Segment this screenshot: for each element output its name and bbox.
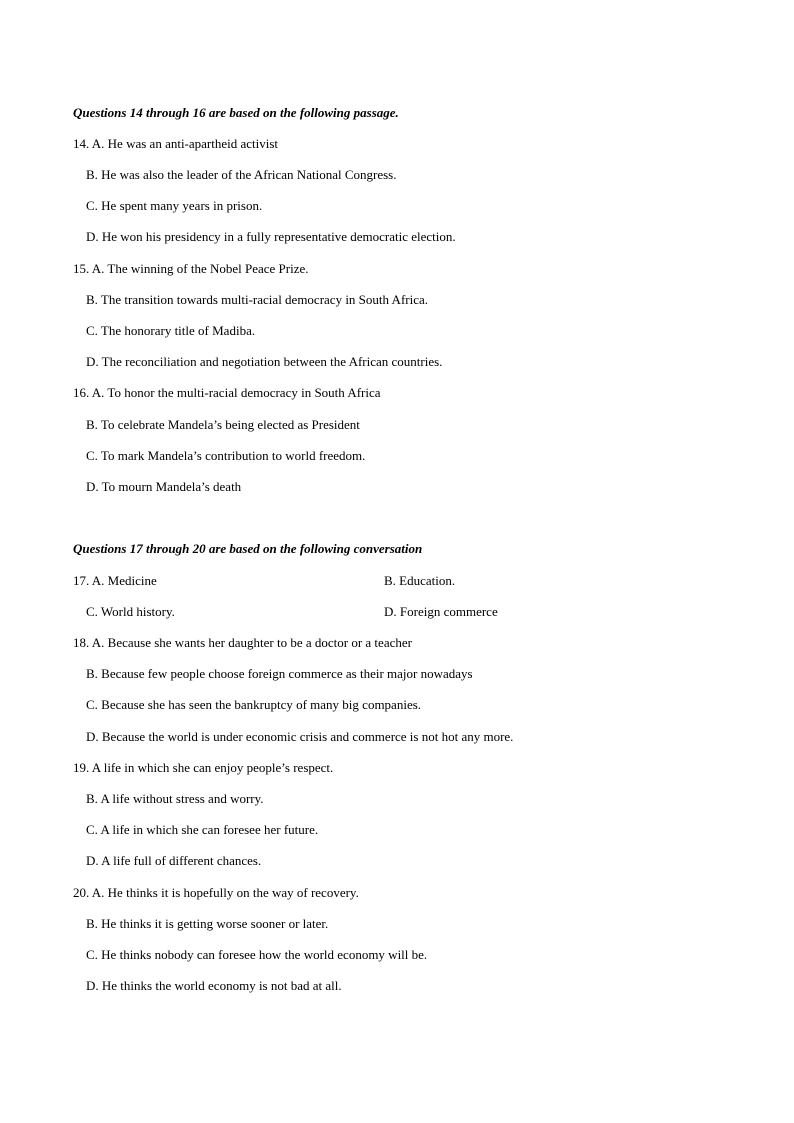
question-20-option-c: C. He thinks nobody can foresee how the world economy will be.: [86, 947, 428, 962]
question-14-option-c: C. He spent many years in prison.: [86, 198, 263, 213]
question-16-option-b: B. To celebrate Mandela’s being elected as President: [86, 417, 360, 432]
question-20-stem: 20. A. He thinks it is hopefully on the way of recovery.: [73, 885, 359, 900]
question-14-option-b: B. He was also the leader of the African National Congress.: [86, 167, 397, 182]
question-18-option-b: B. Because few people choose foreign commerce as their major nowadays: [86, 666, 473, 681]
question-18-stem: 18. A. Because she wants her daughter to be a doctor or a teacher: [73, 635, 412, 650]
question-17-option-d: D. Foreign commerce: [384, 604, 498, 619]
question-15-option-b: B. The transition towards multi-racial democracy in South Africa.: [86, 292, 429, 307]
question-15-option-d: D. The reconciliation and negotiation between the African countries.: [86, 354, 443, 369]
question-18-option-c: C. Because she has seen the bankruptcy of many big companies.: [86, 697, 422, 712]
question-19-option-d: D. A life full of different chances.: [86, 853, 262, 868]
question-15-stem: 15. A. The winning of the Nobel Peace Prize.: [73, 261, 309, 276]
question-16-stem: 16. A. To honor the multi-racial democracy in South Africa: [73, 385, 381, 400]
question-19-option-b: B. A life without stress and worry.: [86, 791, 264, 806]
question-16-option-c: C. To mark Mandela’s contribution to world freedom.: [86, 448, 366, 463]
question-16-option-d: D. To mourn Mandela’s death: [86, 479, 242, 494]
question-18-option-d: D. Because the world is under economic crisis and commerce is not hot any more.: [86, 729, 514, 744]
question-19-stem: 19. A life in which she can enjoy people’s respect.: [73, 760, 334, 775]
question-19-option-c: C. A life in which she can foresee her future.: [86, 822, 319, 837]
question-14-stem: 14. A. He was an anti-apartheid activist: [73, 136, 279, 151]
section-heading: Questions 17 through 20 are based on the following conversation: [73, 541, 423, 556]
question-17-option-b: B. Education.: [384, 573, 456, 588]
question-14-option-d: D. He won his presidency in a fully representative democratic election.: [86, 229, 456, 244]
question-17-option-c: C. World history.: [86, 604, 175, 619]
question-15-option-c: C. The honorary title of Madiba.: [86, 323, 256, 338]
question-17-option-a: 17. A. Medicine: [73, 573, 157, 588]
question-20-option-b: B. He thinks it is getting worse sooner or later.: [86, 916, 329, 931]
section-heading: Questions 14 through 16 are based on the following passage.: [73, 105, 399, 120]
question-20-option-d: D. He thinks the world economy is not bad at all.: [86, 978, 342, 993]
